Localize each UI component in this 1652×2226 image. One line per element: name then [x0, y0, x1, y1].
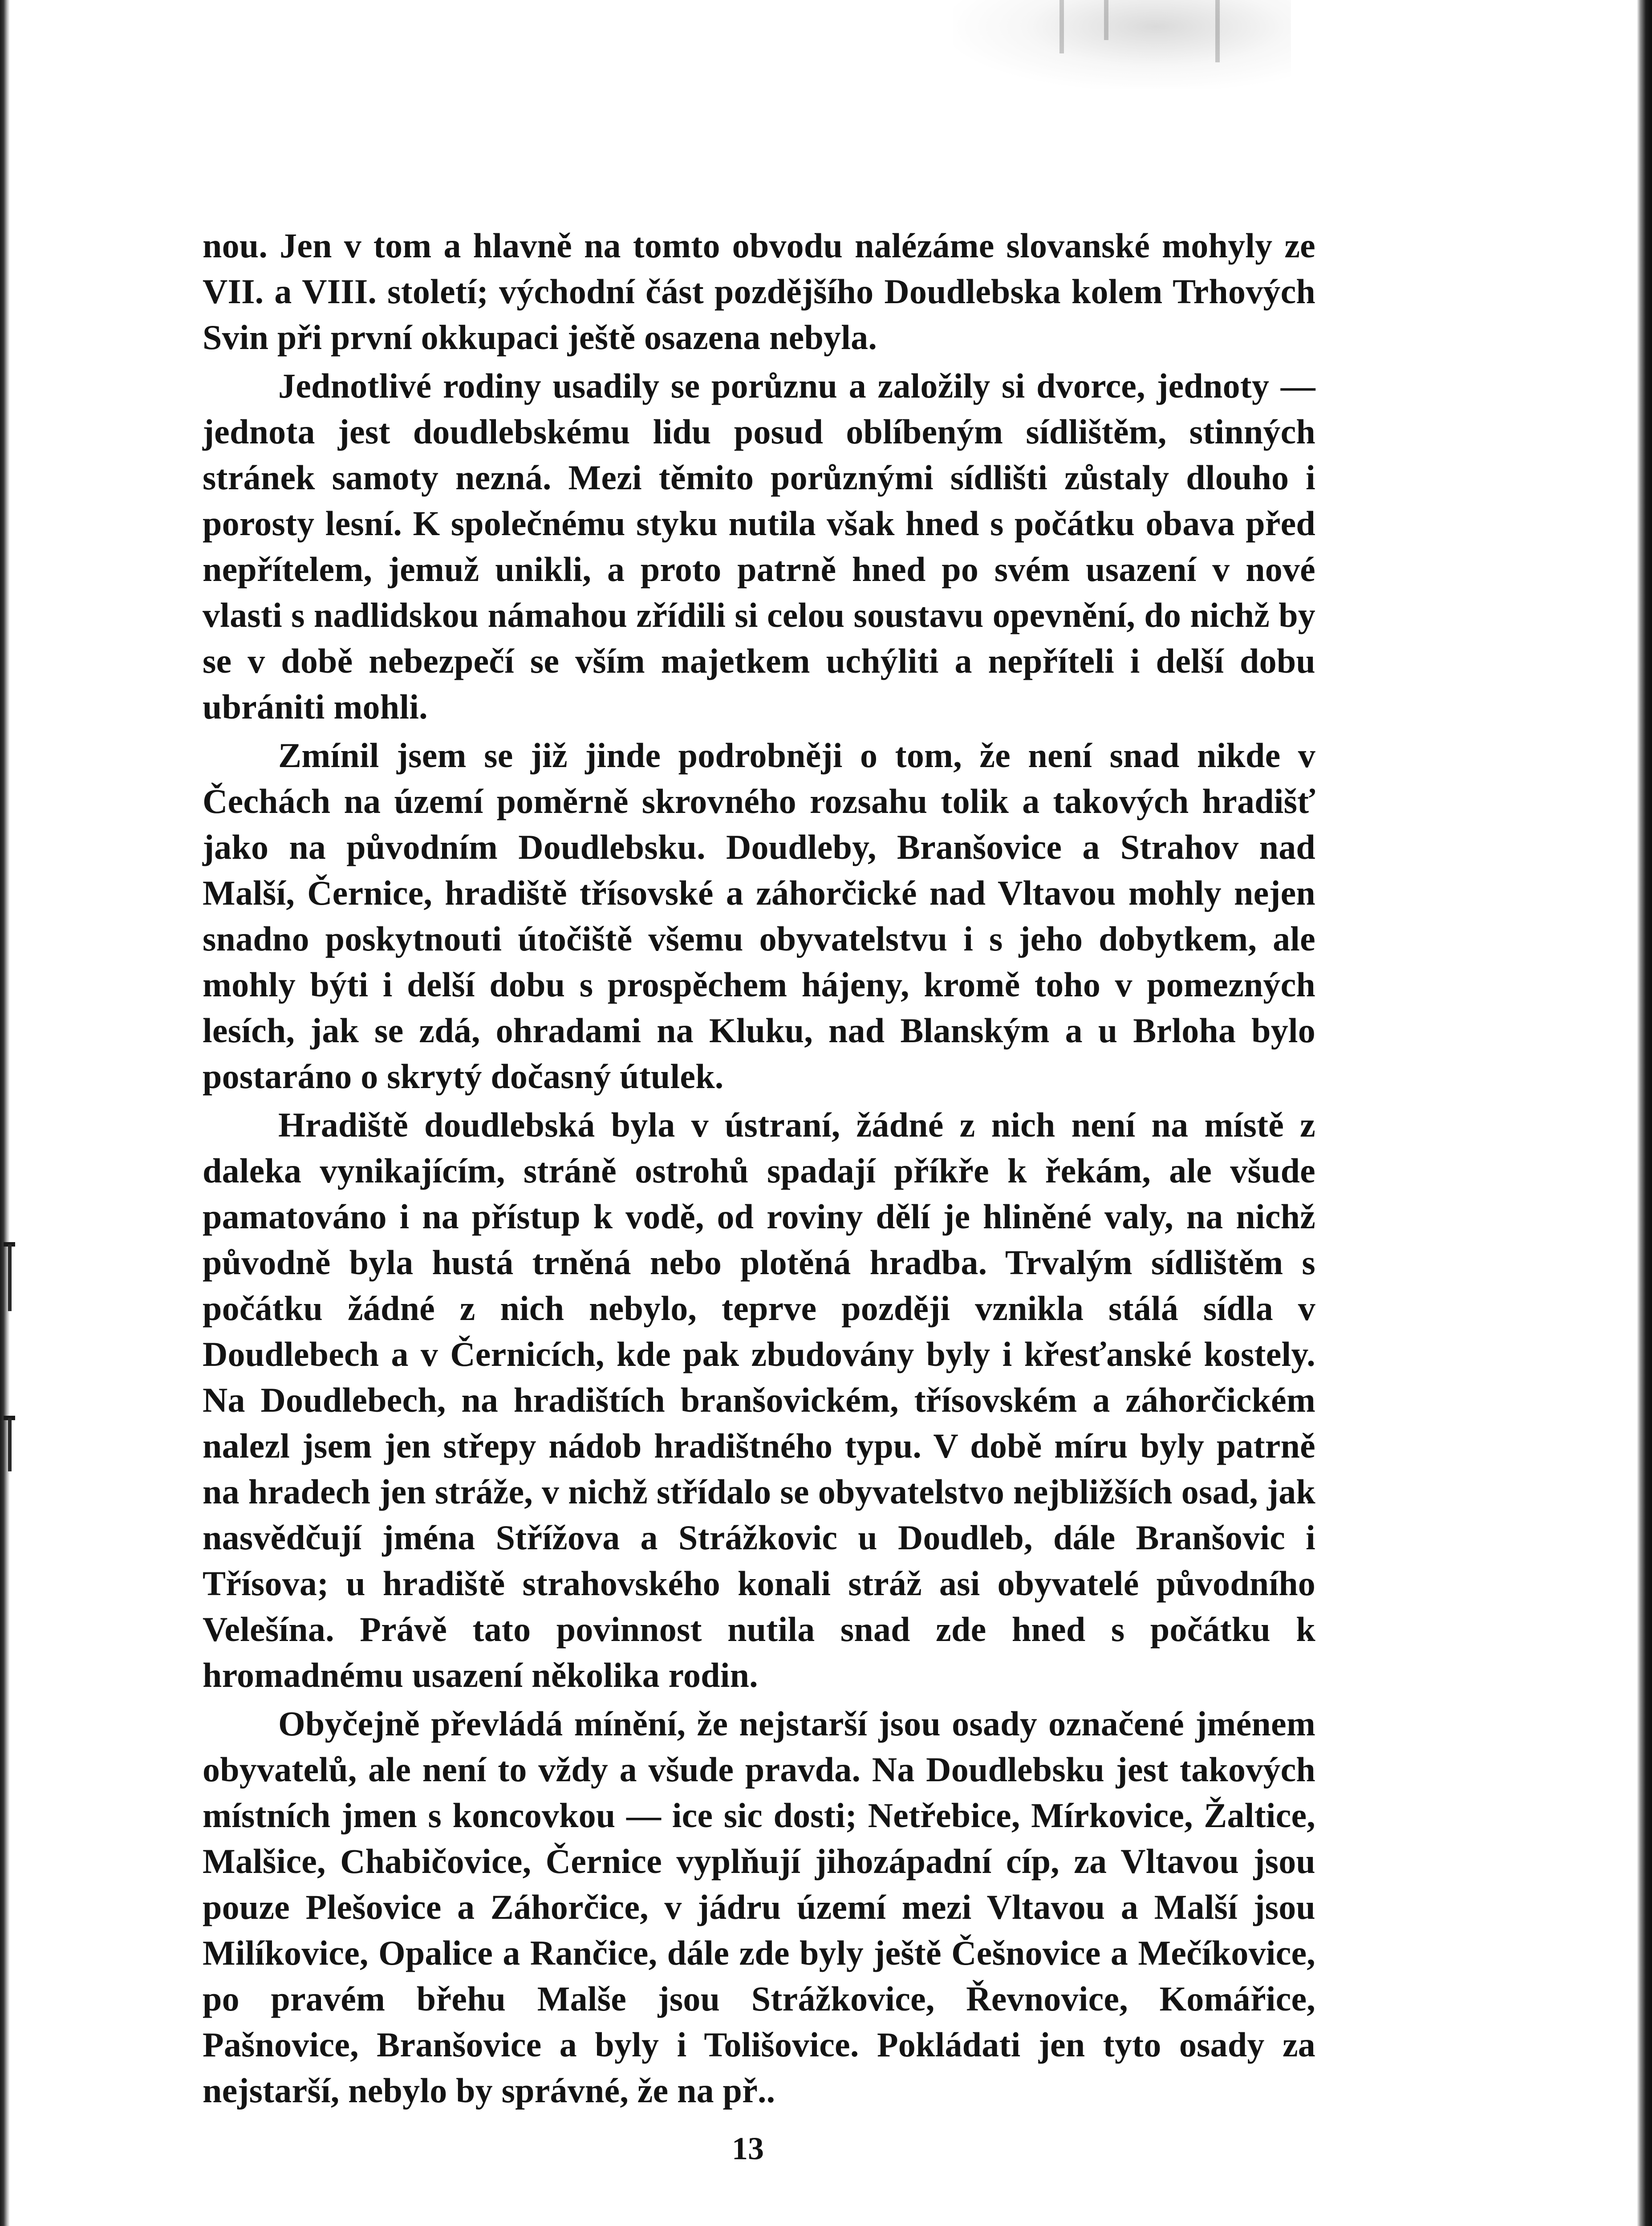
paragraph: Zmínil jsem se již jinde podrobněji o tom, že není snad nikde v Čechách na území poměrně skrovného rozsahu tolik a takových hradišť jako na původním Doudlebsku. Doudleby, Branšovice a Strahov nad Malší, Černice, hradiště třísovské a záhorčické nad Vltavou mohly nejen snadno poskytnouti útočiště všemu obyvatelstvu i s jeho dobytkem, ale mohly býti i delší dobu s prospěchem hájeny, kromě toho v pomezných lesích, jak se zdá, ohradami na Kluku, nad Blanským a u Brloha bylo postaráno o skrytý dočasný útulek.: [203, 736, 1315, 1096]
margin-tick-stem: [8, 1244, 12, 1311]
right-page-edge: [1637, 0, 1652, 2226]
page-number: 13: [732, 2131, 764, 2166]
body-text: [203, 223, 1315, 2113]
left-page-edge: [0, 0, 10, 2226]
paragraph: Obyčejně převládá mínění, že nejstarší jsou osady označené jménem obyvatelů, ale není to vždy a všude pravda. Na Doudlebsku jest takových místních jmen s koncovkou — ice sic dosti; Netřebice, Mírkovice, Žaltice, Malšice, Chabičovice, Černice vyplňují jihozápadní cíp, za Vltavou jsou pouze Plešovice a Záhorčice, v jádru území mezi Vltavou a Malší jsou Milíkovice, Opalice a Rančice, dále zde byly ještě Češnovice a Mečíkovice, po pravém břehu Malše jsou Strážkovice, Řevnovice, Komářice, Pašnovice, Branšovice a byly i Tolišovice. Pokládati jen tyto osady za nejstarší, nebylo by správné, že na př..: [203, 1704, 1315, 2110]
scan-smudge-mark: [1104, 0, 1108, 40]
scan-smudge-mark: [1215, 0, 1220, 62]
paragraph: Hradiště doudlebská byla v ústraní, žádné z nich není na místě z daleka vynikajícím, stráně ostrohů spadají příkře k řekám, ale všude pamatováno i na přístup k vodě, od roviny dělí je hliněné valy, na nichž původně byla hustá trněná nebo plotěná hradba. Trvalým sídlištěm s počátku žádné z nich nebylo, teprve později vznikla stálá sídla v Doudlebech a v Černicích, kde pak zbudovány byly i křesťanské kostely. Na Doudlebech, na hradištích branšovickém, třísovském a záhorčickém nalezl jsem jen střepy nádob hradištného typu. V době míru byly patrně na hradech jen stráže, v nichž střídalo se obyvatelstvo nejbližších osad, jak nasvědčují jména Střížova a Strážkovic u Doudleb, dále Branšovic i Třísova; u hradiště strahovského konali stráž asi obyvatelé původního Velešína. Právě tato povinnost nutila snad zde hned s počátku k hromadnému usazení několika rodin.: [203, 1105, 1315, 1694]
scan-smudge: [953, 0, 1291, 89]
paragraph: Jednotlivé rodiny usadily se porůznu a založily si dvorce, jednoty — jednota jest doudlebskému lidu posud oblíbeným sídlištěm, stinných stránek samoty nezná. Mezi těmito porůznými sídlišti zůstaly dlouho i porosty lesní. K společnému styku nutila však hned s počátku obava před nepřítelem, jemuž unikli, a proto patrně hned po svém usazení v nové vlasti s nadlidskou námahou zřídili si celou soustavu opevnění, do nichž by se v době nebezpečí se vším majetkem uchýliti a nepříteli i delší dobu ubrániti mohli.: [203, 366, 1315, 726]
margin-tick-stem: [8, 1418, 12, 1471]
paragraph: nou. Jen v tom a hlavně na tomto obvodu nalézáme slovanské mohyly ze VII. a VIII. století; východní část pozdějšího Doudlebska kolem Trhových Svin při první okkupaci ještě osazena nebyla.: [203, 226, 1315, 357]
scan-smudge-mark: [1059, 0, 1064, 53]
